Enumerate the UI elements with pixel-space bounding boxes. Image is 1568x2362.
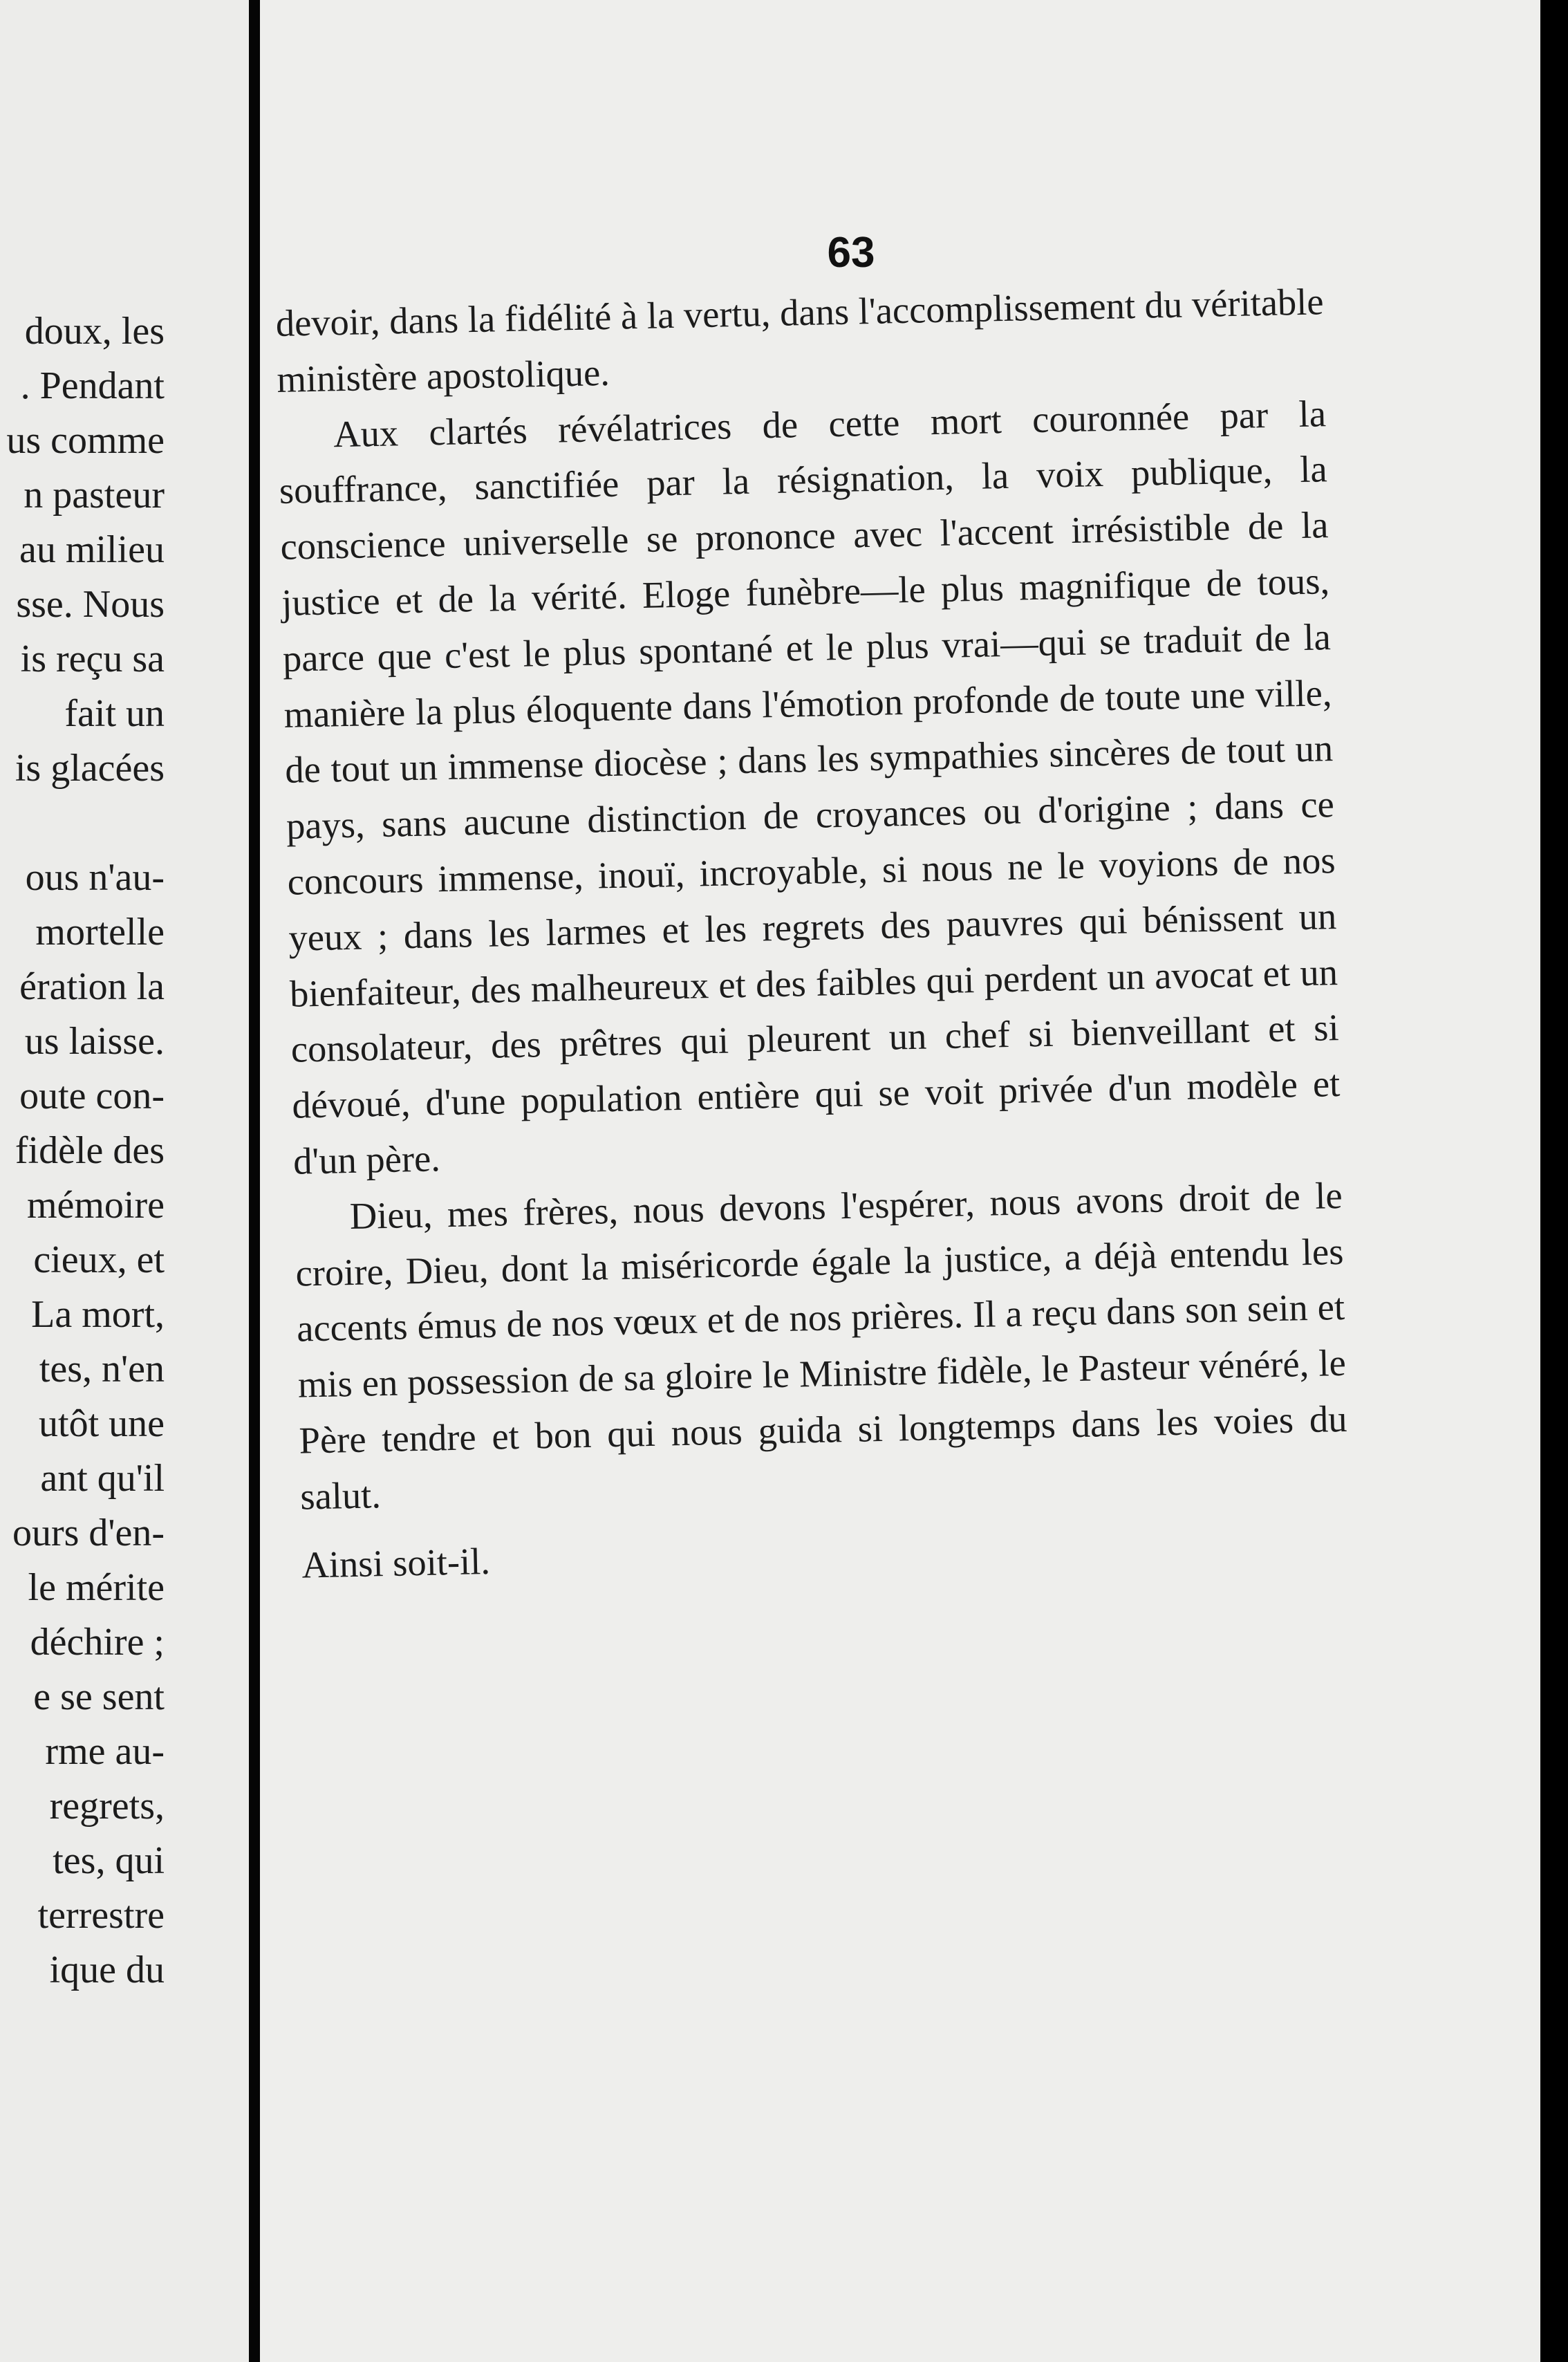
body-text xyxy=(275,274,1350,1593)
left-page-line: au milieu xyxy=(19,528,165,571)
left-page-line: ours d'en- xyxy=(12,1512,165,1554)
right-page xyxy=(260,0,1540,2362)
paragraph-3: Dieu, mes frères, nous devons l'espérer, nous avons droit de le croire, Dieu, dont la miséricorde égale la justice, a déjà entendu les accents émus de nos vœux et de nos prières. Il a reçu dans son sein et mis en possession de sa gloire le Ministre fidèle, le Pasteur vénéré, le Père tendre et bon qui nous guida si longtemps dans les voies du salut. xyxy=(295,1173,1347,1518)
left-page-line: us comme xyxy=(6,419,165,462)
left-page-line: regrets, xyxy=(49,1785,165,1828)
left-page-line: e se sent xyxy=(33,1675,165,1718)
left-page-line: rme au- xyxy=(45,1730,165,1773)
left-page-line: ous n'au- xyxy=(25,856,165,899)
left-page-line: is glacées xyxy=(15,747,165,790)
left-page-line xyxy=(0,796,165,850)
paragraph-2: Aux clartés révélatrices de cette mort couronnée par la souffrance, sanctifiée par la résignation, la voix publique, la conscience universelle se prononce avec l'accent irrésistible de la justice et de la vérité. Eloge funèbre—le plus magnifique de tous, parce que c'est le plus spontané et le plus vrai—qui se traduit de la manière la plus éloquente dans l'émotion profonde de toute une ville, de tout un immense diocèse ; dans les sympathies sincères de tout un pays, sans aucune distinction de croyances ou d'origine ; dans ce concours immense, inouï, incroyable, si nous ne le voyions de nos yeux ; dans les larmes et les regrets des pauvres qui bénissent un bienfaiteur, des malheureux et des faibles qui perdent un avocat et un consolateur, des prêtres qui pleurent un chef si bienveillant et si dévoué, d'une population entière qui se voit privée d'un modèle et d'un père. xyxy=(279,391,1341,1182)
closing-line: Ainsi soit-il. xyxy=(301,1539,491,1586)
left-page-line: ération la xyxy=(19,965,165,1008)
scan-border xyxy=(1540,0,1568,2362)
left-page-line: terrestre xyxy=(37,1894,165,1937)
left-page-line: utôt une xyxy=(39,1402,165,1445)
left-page-line: tes, qui xyxy=(53,1839,165,1882)
left-page-line: fait un xyxy=(64,692,165,735)
page-number: 63 xyxy=(827,229,875,277)
left-page-line: fidèle des xyxy=(15,1129,165,1172)
left-page-text xyxy=(0,304,165,1998)
left-page-line: le mérite xyxy=(28,1566,165,1609)
left-page-line: déchire ; xyxy=(30,1621,165,1664)
paragraph-1: devoir, dans la fidélité à la vertu, dans l'accomplissement du véritable ministère apostolique. xyxy=(275,280,1325,400)
left-page-line: is reçu sa xyxy=(20,638,165,680)
left-page-line: ant qu'il xyxy=(40,1457,165,1500)
left-page-line: n pasteur xyxy=(24,474,165,517)
left-page-line: tes, n'en xyxy=(39,1348,165,1391)
left-page-line: . Pendant xyxy=(20,364,165,407)
left-page-line: ique du xyxy=(49,1949,165,1991)
left-page-line: sse. Nous xyxy=(16,583,165,626)
left-page-line: mémoire xyxy=(26,1184,165,1227)
left-page-line: us laisse. xyxy=(24,1020,165,1063)
left-page xyxy=(0,0,249,2362)
page-gutter xyxy=(249,0,260,2362)
left-page-line: cieux, et xyxy=(33,1238,165,1281)
left-page-line: mortelle xyxy=(35,911,165,954)
left-page-line: La mort, xyxy=(31,1293,165,1336)
left-page-line: oute con- xyxy=(19,1075,165,1117)
left-page-line: doux, les xyxy=(24,310,165,353)
